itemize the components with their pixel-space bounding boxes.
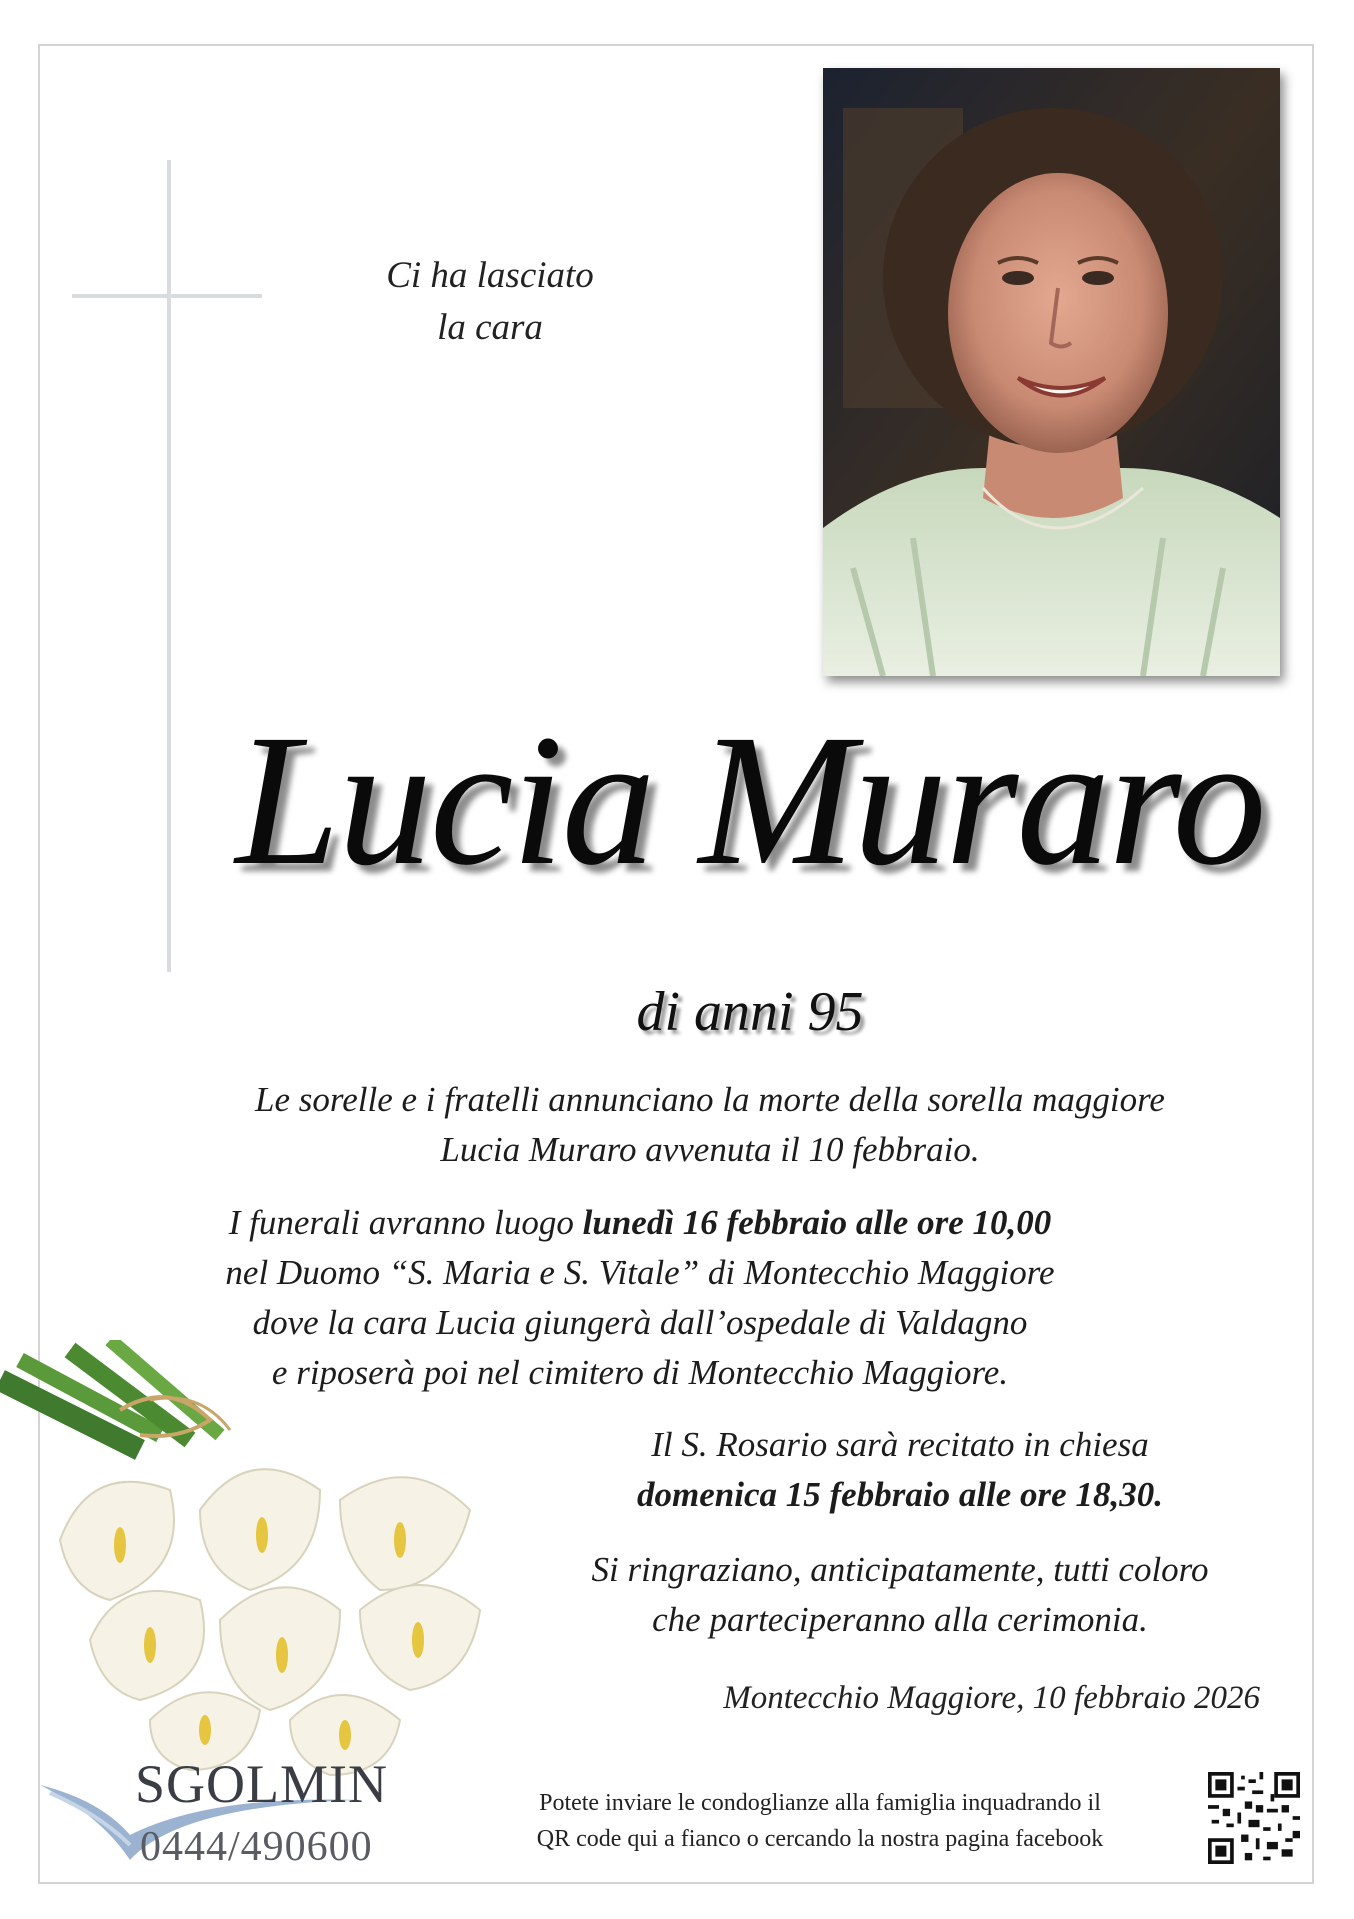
qr-instructions-line: QR code qui a fianco o cercando la nostra pagina facebook	[536, 1826, 1104, 1852]
announcement-line: Le sorelle e i fratelli annunciano la morte della sorella maggiore	[255, 1080, 1165, 1119]
place-date: Montecchio Maggiore, 10 febbraio 2026	[723, 1680, 1260, 1716]
funeral-line-3: dove la cara Lucia giungerà dall’ospedale di Valdagno	[252, 1303, 1028, 1342]
thanks-line: che parteciperanno alla cerimonia.	[652, 1600, 1148, 1639]
age-text: di anni 95	[636, 981, 864, 1043]
portrait-photo	[823, 68, 1280, 676]
portrait-icon	[823, 68, 1280, 676]
qr-instructions	[460, 1785, 1180, 1857]
intro-line: la cara	[437, 307, 543, 348]
deceased-name: Lucia Muraro	[235, 695, 1265, 904]
announcement-paragraph	[140, 1075, 1280, 1175]
thanks-paragraph	[540, 1545, 1260, 1645]
cross-icon-vertical	[167, 160, 171, 972]
funeral-line-2: nel Duomo “S. Maria e S. Vitale” di Montecchio Maggiore	[225, 1253, 1055, 1292]
rosary-line-1: Il S. Rosario sarà recitato in chiesa	[651, 1425, 1149, 1464]
intro-line: Ci ha lasciato	[386, 255, 594, 296]
rosary-paragraph	[540, 1420, 1260, 1520]
cross-icon-horizontal	[72, 294, 262, 298]
agency-name: SGOLMIN	[135, 1754, 389, 1814]
calla-lilies-icon	[0, 1340, 580, 1780]
qr-instructions-line: Potete inviare le condoglianze alla famiglia inquadrando il	[539, 1790, 1101, 1816]
rosary-date-time: domenica 15 febbraio alle ore 18,30.	[637, 1475, 1163, 1514]
funeral-line-1	[140, 1198, 1140, 1248]
qr-code-icon[interactable]	[1208, 1772, 1300, 1864]
funeral-date-time: lunedì 16 febbraio alle ore 10,00	[582, 1203, 1052, 1242]
funeral-line-4: e riposerà poi nel cimitero di Montecchio Maggiore.	[271, 1353, 1009, 1392]
intro-text	[340, 250, 640, 354]
funeral-line-1-prefix: I funerali avranno luogo	[228, 1203, 583, 1242]
announcement-line: Lucia Muraro avvenuta il 10 febbraio.	[440, 1130, 980, 1169]
agency-logo	[40, 1745, 440, 1875]
thanks-line: Si ringraziano, anticipatamente, tutti coloro	[591, 1550, 1209, 1589]
agency-phone: 0444/490600	[140, 1824, 373, 1870]
